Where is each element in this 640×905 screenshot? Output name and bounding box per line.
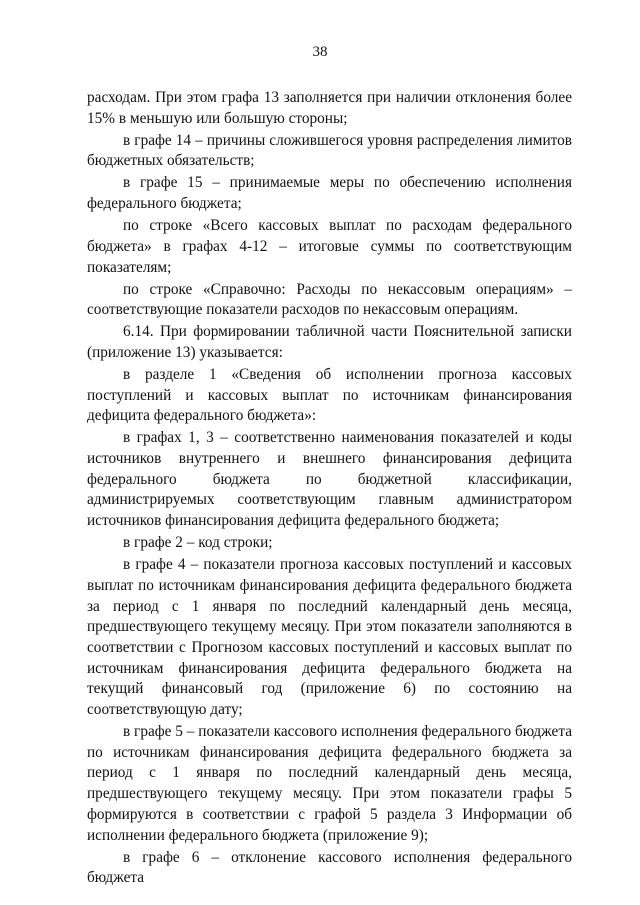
paragraph-column-14: в графе 14 – причины сложившегося уровня распределения лимитов бюджетных обязательств; — [87, 131, 572, 170]
paragraph-continuation: расходам. При этом графа 13 заполняется при наличии отклонения более 15% в меньшую или большую стороны; — [87, 89, 572, 127]
page-number: 38 — [312, 44, 328, 60]
paragraph-column-6: в графе 6 – отклонение кассового исполнения федерального бюджета — [87, 848, 572, 887]
document-body — [87, 88, 572, 889]
paragraph-section-6-14: 6.14. При формировании табличной части Пояснительной записки (приложение 13) указывается: — [87, 323, 572, 361]
paragraph-section-1: в разделе 1 «Сведения об исполнении прогноза кассовых поступлений и кассовых выплат по источникам финансирования дефицита федерального бюджета»: — [87, 365, 572, 425]
paragraph-columns-1-3: в графах 1, 3 – соответственно наименования показателей и коды источников внутреннего и внешнего финансирования дефицита федерального бюджета по бюджетной классификации, администрируемых соответствующим главным администратором источников финансирования дефицита федерального бюджета; — [87, 429, 572, 530]
paragraph-column-4: в графе 4 – показатели прогноза кассовых поступлений и кассовых выплат по источникам финансирования дефицита федерального бюджета за период с 1 января по последний календарный день месяца, предшествующего текущему месяцу. При этом показатели заполняются в соответствии с Прогнозом кассовых поступлений и кассовых выплат по источникам финансирования дефицита федерального бюджета на текущий финансовый год (приложение 6) по состоянию на соответствующую дату; — [87, 556, 572, 719]
paragraph-column-5: в графе 5 – показатели кассового исполнения федерального бюджета по источникам финансирования дефицита федерального бюджета за период с 1 января по последний календарный день месяца, предшествующего текущему месяцу. При этом показатели графы 5 формируются в соответствии с графой 5 раздела 3 Информации об исполнении федерального бюджета (приложение 9); — [87, 723, 572, 844]
paragraph-column-2: в графе 2 – код строки; — [123, 534, 273, 552]
paragraph-column-15: в графе 15 – принимаемые меры по обеспечению исполнения федерального бюджета; — [87, 174, 572, 213]
paragraph-total-row: по строке «Всего кассовых выплат по расходам федерального бюджета» в графах 4-12 – итоговые суммы по соответствующим показателям; — [87, 217, 572, 276]
paragraph-reference-row: по строке «Справочно: Расходы по некассовым операциям» – соответствующие показатели расходов по некассовым операциям. — [87, 280, 572, 319]
